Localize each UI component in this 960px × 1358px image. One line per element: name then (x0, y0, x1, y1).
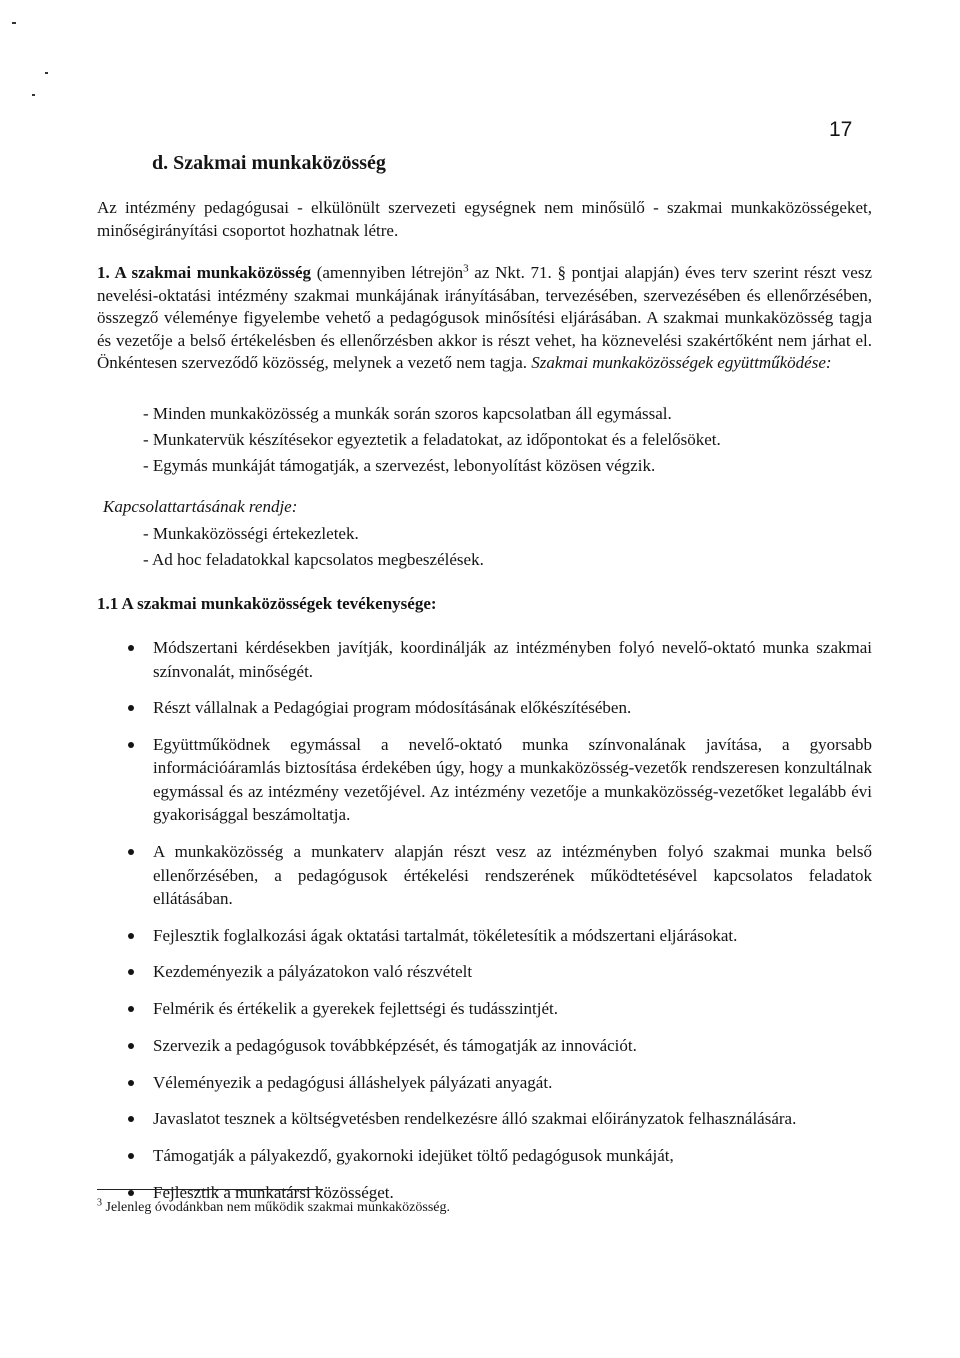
activity-text: Együttműködnek egymással a nevelő-oktató munka színvonalának javítása, a gyorsabb információáramlás biztosítása érdekében úgy, hogy a munkaközösség-vezetők rendszeresen konzultálnak egymással és az intézmény vezetőjével. Az intézmény vezetője a munkaközösség-vezetőket legalább évi gyakorisággal beszámoltatja. (153, 734, 872, 825)
activity-text: Támogatják a pályakezdő, gyakornoki idejüket töltő pedagógusok munkáját, (153, 1145, 674, 1165)
bullet-icon (128, 1080, 134, 1086)
activity-text: Részt vállalnak a Pedagógiai program módosításának előkészítésében. (153, 698, 632, 718)
activity-text: A munkaközösség a munkaterv alapján részt vesz az intézményben folyó szakmai munka belső ellenőrzésében, a pedagógusok értékelési rendszerének működtetésével kapcsolatos feladatok ellátásában. (153, 842, 872, 909)
footnote (97, 1197, 450, 1216)
page-number: 17 (829, 118, 853, 141)
bullet-icon (128, 1153, 134, 1159)
contact-item: - Ad hoc feladatokkal kapcsolatos megbeszélések. (143, 550, 484, 569)
activity-item (128, 840, 872, 911)
activity-text: Módszertani kérdésekben javítják, koordinálják az intézményben folyó nevelő-oktató munka szakmai színvonalát, minőségét. (153, 638, 872, 681)
activity-text: Kezdeményezik a pályázatokon való részvételt (153, 962, 473, 982)
activity-text: Javaslatot tesznek a költségvetésben rendelkezésre álló szakmai előirányzatok felhasználására. (153, 1109, 797, 1129)
cooperation-item: - Munkatervük készítésekor egyeztetik a feladatokat, az időpontokat és a felelősöket. (143, 430, 721, 449)
bullet-icon (128, 1006, 134, 1012)
bullet-icon (128, 645, 134, 651)
section-heading: d. Szakmai munkaközösség (152, 152, 386, 174)
activity-item (128, 733, 872, 827)
bullet-icon (128, 969, 134, 975)
activity-item (128, 1107, 872, 1131)
bullet-icon (128, 705, 134, 711)
activity-item (128, 636, 872, 683)
section-1-title: 1. A szakmai munkaközösség (97, 263, 312, 282)
activity-text: Fejlesztik foglalkozási ágak oktatási tartalmát, tökéletesítik a módszertani eljárásokat. (153, 925, 738, 945)
cooperation-title: Szakmai munkaközösségek együttműködése: (531, 353, 832, 372)
activity-item (128, 960, 872, 984)
activity-list (128, 636, 872, 1217)
section-1-paragraph (97, 262, 872, 375)
bullet-icon (128, 1190, 134, 1196)
footnote-separator (97, 1189, 323, 1190)
contact-title: Kapcsolattartásának rendje: (103, 497, 298, 516)
bullet-icon (128, 1043, 134, 1049)
intro-paragraph: Az intézmény pedagógusai - elkülönült szervezeti egységnek nem minősülő - szakmai munkaközösségeket, minőségirányítási csoportot hozhatnak létre. (97, 198, 872, 240)
activity-text: Szervezik a pedagógusok továbbképzését, és támogatják az innovációt. (153, 1035, 637, 1055)
activity-text: Fejlesztik a munkatársi közösséget. (153, 1182, 394, 1202)
activity-item (128, 1144, 872, 1168)
contact-item: - Munkaközösségi értekezletek. (143, 524, 359, 543)
activity-item (128, 696, 872, 720)
activity-item (128, 997, 872, 1021)
bullet-icon (128, 849, 134, 855)
footnote-number: 3 (97, 1197, 102, 1209)
cooperation-item: - Egymás munkáját támogatják, a szervezést, lebonyolítást közösen végzik. (143, 456, 656, 475)
activity-item (128, 1034, 872, 1058)
scan-speck (45, 72, 48, 74)
scan-speck (12, 22, 16, 24)
footnote-text: Jelenleg óvodánkban nem működik szakmai munkaközösség. (102, 1200, 450, 1215)
activity-item (128, 1071, 872, 1095)
footnote-reference: 3 (463, 262, 469, 275)
bullet-icon (128, 742, 134, 748)
bullet-icon (128, 1116, 134, 1122)
bullet-icon (128, 933, 134, 939)
section-1-1-title: 1.1 A szakmai munkaközösségek tevékenysége: (97, 594, 437, 613)
cooperation-item: - Minden munkaközösség a munkák során szoros kapcsolatban áll egymással. (143, 404, 672, 423)
scan-speck (32, 94, 35, 96)
activity-text: Felmérik és értékelik a gyerekek fejlettségi és tudásszintjét. (153, 999, 559, 1019)
activity-item (128, 924, 872, 948)
section-1-text-b: az Nkt. 71. § pontjai alapján) éves terv szerint részt vesz nevelési-oktatási intézmény szakmai munkájának irányításában, tervezésében, szervezésében és ellenőrzésében, összegző véleménye figyelembe vehető a pedagógusok minősítési eljárásában. A szakmai munkaközösség tagja és vezetője a belső értékelésben és ellenőrzésben akkor is részt vehet, ha köznevelési szakértőként nem járhat el. Önkéntesen szerveződő közösség, melynek a vezető nem tagja. (97, 263, 873, 372)
activity-text: Véleményezik a pedagógusi álláshelyek pályázati anyagát. (153, 1072, 553, 1092)
section-1-text-a: (amennyiben létrejön (311, 263, 464, 282)
